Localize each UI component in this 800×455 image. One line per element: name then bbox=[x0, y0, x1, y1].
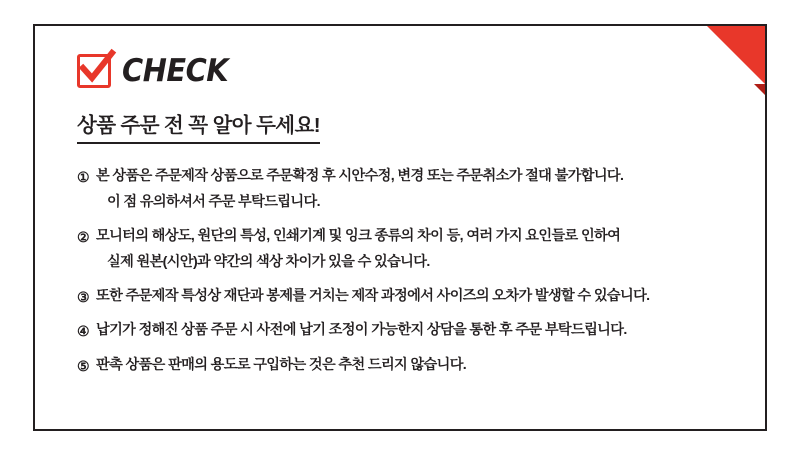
list-item bbox=[77, 355, 731, 376]
check-label: CHECK bbox=[122, 52, 229, 89]
notice-card-content bbox=[35, 26, 765, 376]
list-item-line1: 또한 주문제작 특성상 재단과 봉제를 거치는 제작 과정에서 사이즈의 오차가 발생할 수 있습니다. bbox=[96, 287, 650, 304]
list-item-line1: 본 상품은 주문제작 상품으로 주문확정 후 시안수정, 변경 또는 주문취소가 절대 불가합니다. bbox=[96, 167, 624, 184]
list-item-line1: 모니터의 해상도, 원단의 특성, 인쇄기계 및 잉크 종류의 차이 등, 여러 가지 요인들로 인하여 bbox=[96, 227, 621, 244]
checkbox-check-icon bbox=[77, 54, 111, 88]
list-item-text bbox=[96, 226, 620, 273]
list-item-marker: ② bbox=[77, 228, 90, 245]
list-item-marker: ① bbox=[77, 168, 90, 185]
check-badge bbox=[77, 54, 731, 88]
list-item-text bbox=[96, 320, 627, 341]
list-item bbox=[77, 286, 731, 307]
list-item-text bbox=[96, 286, 650, 307]
list-item-line2: 이 점 유의하셔서 주문 부탁드립니다. bbox=[107, 194, 320, 211]
list-item-marker: ⑤ bbox=[77, 357, 90, 374]
list-item bbox=[77, 320, 731, 341]
list-item-text bbox=[96, 166, 623, 213]
list-item bbox=[77, 166, 731, 213]
list-item-line1: 판촉 상품은 판매의 용도로 구입하는 것은 추천 드리지 않습니다. bbox=[96, 356, 467, 373]
list-item-marker: ③ bbox=[77, 288, 90, 305]
list-item bbox=[77, 226, 731, 273]
notice-list bbox=[77, 166, 731, 376]
page-title: 상품 주문 전 꼭 알아 두세요! bbox=[77, 114, 320, 144]
list-item-line1: 납기가 정해진 상품 주문 시 사전에 납기 조정이 가능한지 상담을 통한 후 주문 부탁드립니다. bbox=[96, 322, 627, 339]
list-item-marker: ④ bbox=[77, 323, 90, 340]
notice-card bbox=[33, 24, 767, 431]
list-item-text bbox=[96, 355, 466, 376]
list-item-line2: 실제 원본(시안)과 약간의 색상 차이가 있을 수 있습니다. bbox=[107, 254, 430, 271]
